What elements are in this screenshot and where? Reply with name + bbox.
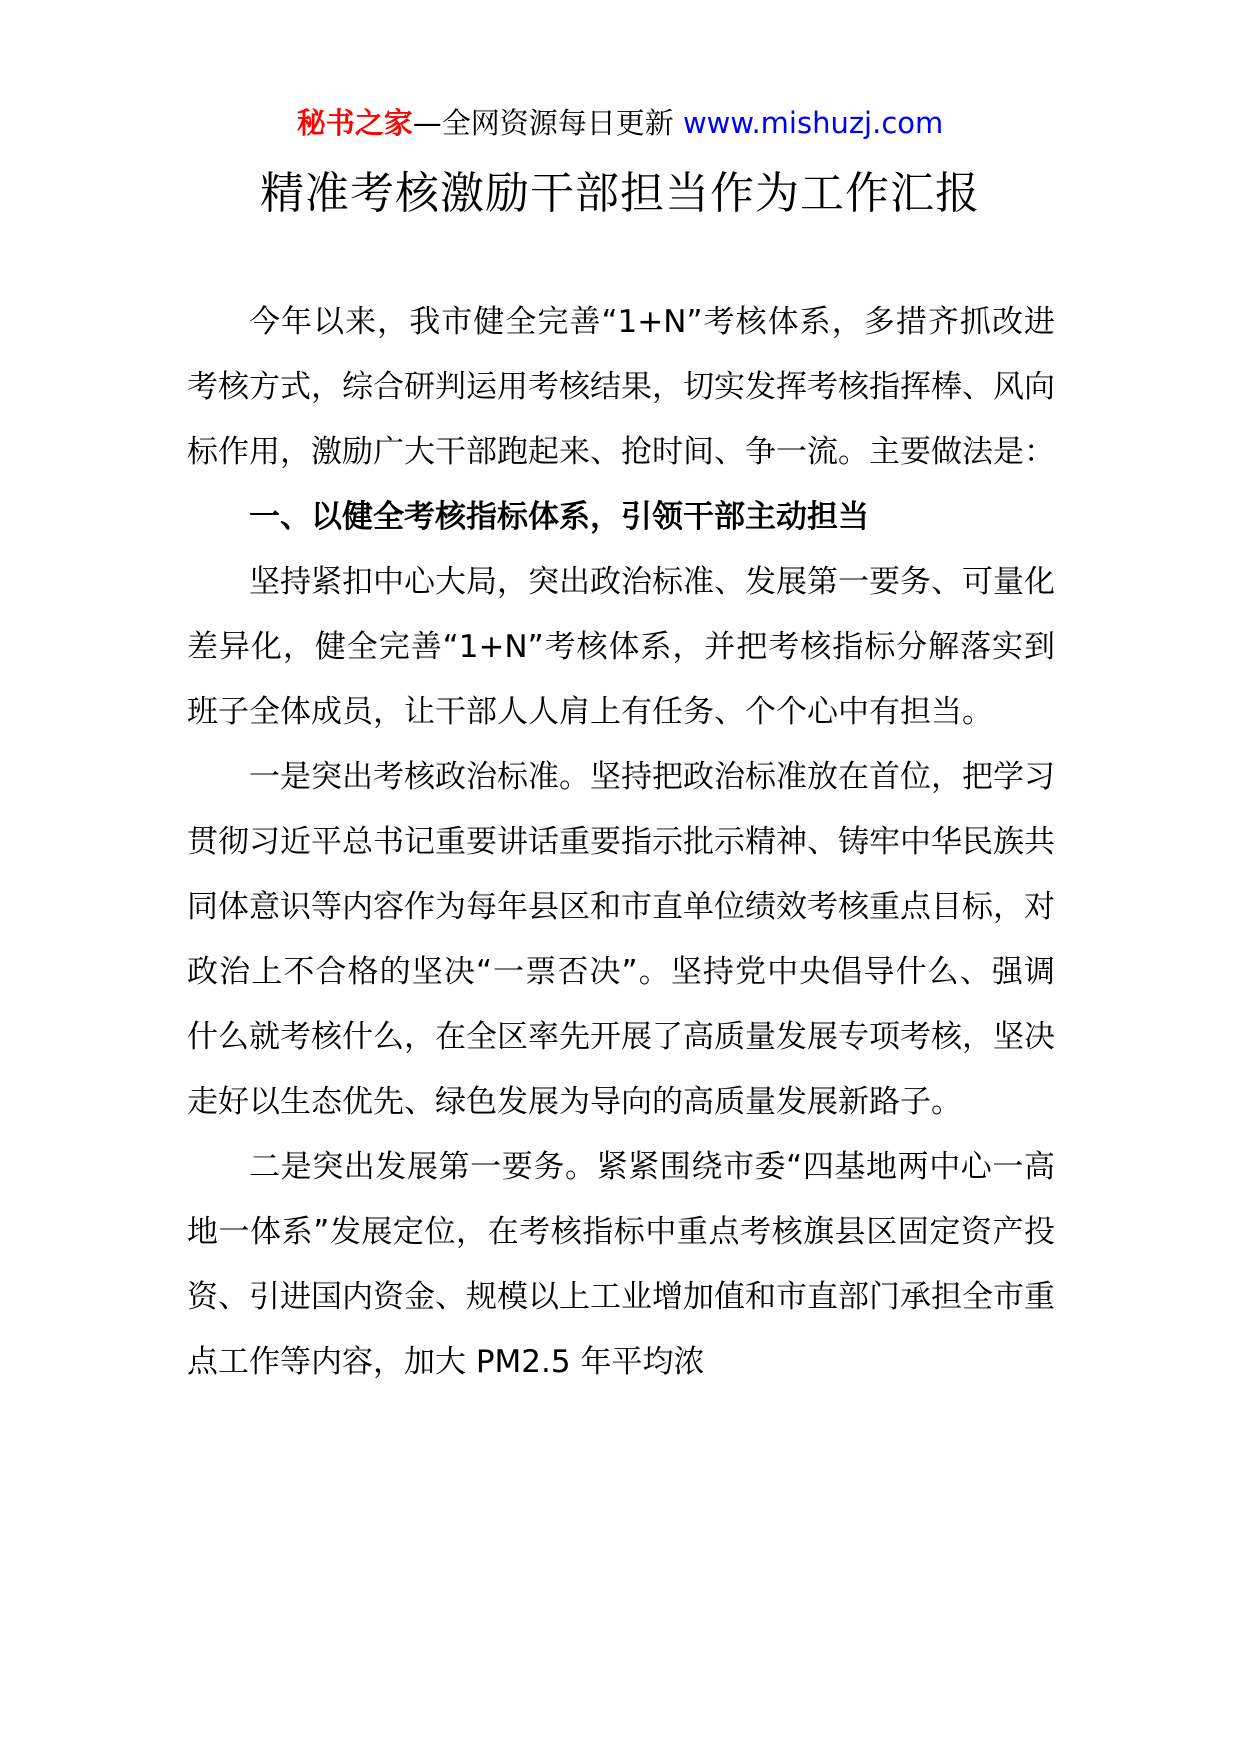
site-url-link[interactable]: www.mishuzj.com <box>682 106 944 140</box>
site-tagline: —全网资源每日更新 <box>412 106 683 140</box>
site-brand: 秘书之家 <box>296 106 413 140</box>
section-heading-1: 一、以健全考核指标体系，引领干部主动担当 <box>249 499 869 535</box>
site-header <box>0 101 1240 145</box>
document-body <box>187 290 1055 1395</box>
point-2-paragraph: 二是突出发展第一要务。紧紧围绕市委“四基地两中心一高地一体系”发展定位，在考核指标中重点考核旗县区固定资产投资、引进国内资金、规模以上工业增加值和市直部门承担全市重点工作等内容，加大 PM2.5 年平均浓 <box>187 1149 1055 1380</box>
point-1-paragraph: 一是突出考核政治标准。坚持把政治标准放在首位，把学习贯彻习近平总书记重要讲话重要指示批示精神、铸牢中华民族共同体意识等内容作为每年县区和市直单位绩效考核重点目标，对政治上不合格的坚决“一票否决”。坚持党中央倡导什么、强调什么就考核什么，在全区率先开展了高质量发展专项考核，坚决走好以生态优先、绿色发展为导向的高质量发展新路子。 <box>187 759 1055 1120</box>
document-title: 精准考核激励干部担当作为工作汇报 <box>260 168 980 219</box>
section-1-paragraph: 坚持紧扣中心大局，突出政治标准、发展第一要务、可量化差异化，健全完善“1+N”考核体系，并把考核指标分解落实到班子全体成员，让干部人人肩上有任务、个个心中有担当。 <box>187 564 1055 730</box>
intro-paragraph: 今年以来，我市健全完善“1+N”考核体系，多措齐抓改进考核方式，综合研判运用考核结果，切实发挥考核指挥棒、风向标作用，激励广大干部跑起来、抢时间、争一流。主要做法是： <box>187 304 1055 470</box>
